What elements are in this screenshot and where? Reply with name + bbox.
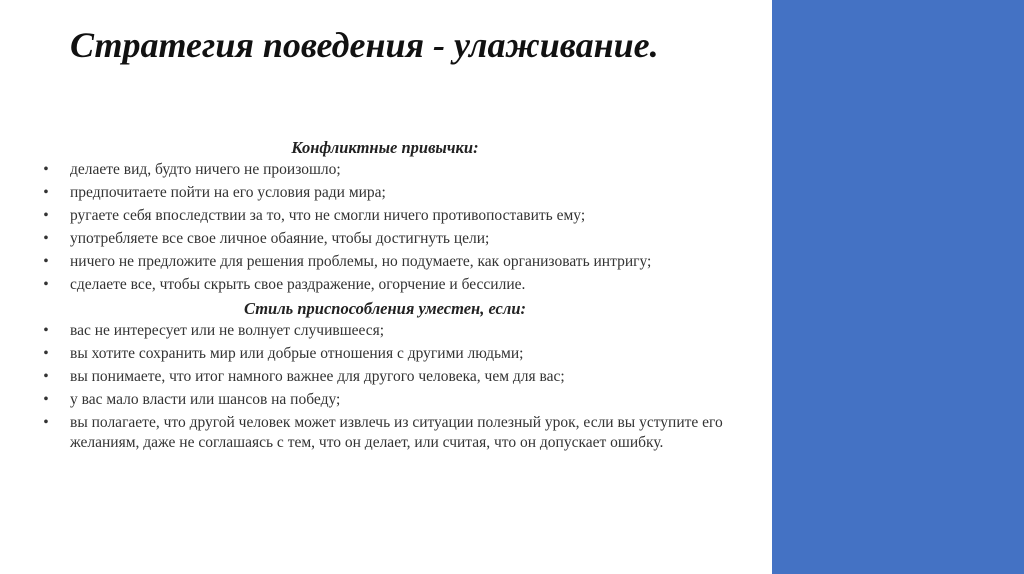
list-item-text: вас не интересует или не волнует случившееся;: [70, 322, 385, 339]
list-item-text: у вас мало власти или шансов на победу;: [70, 391, 341, 408]
list-item-text: сделаете все, чтобы скрыть свое раздражение, огорчение и бессилие.: [70, 276, 526, 293]
bullet-icon: •: [43, 414, 49, 431]
list-item-text: ничего не предложите для решения проблемы, но подумаете, как организовать интригу;: [70, 253, 652, 270]
list-item: [40, 252, 730, 272]
list-item: [40, 183, 730, 203]
list-item-text: предпочитаете пойти на его условия ради мира;: [70, 184, 386, 201]
accommodation-style-list: [40, 321, 730, 453]
bullet-icon: •: [43, 184, 49, 201]
list-item: [40, 206, 730, 226]
section-heading-accommodation-style: Стиль приспособления уместен, если:: [243, 299, 527, 318]
bullet-icon: •: [43, 368, 49, 385]
side-accent-panel: [772, 0, 1024, 574]
list-item-text: употребляете все свое личное обаяние, чтобы достигнуть цели;: [70, 230, 490, 247]
slide-title: Стратегия поведения - улаживание.: [70, 25, 659, 65]
bullet-icon: •: [43, 322, 49, 339]
list-item: [40, 390, 730, 410]
list-item: [40, 413, 730, 453]
slide-content: [40, 137, 730, 456]
list-item-text: вы понимаете, что итог намного важнее для другого человека, чем для вас;: [70, 368, 565, 385]
bullet-icon: •: [43, 345, 49, 362]
bullet-icon: •: [43, 276, 49, 293]
list-item-text: вы хотите сохранить мир или добрые отношения с другими людьми;: [70, 345, 524, 362]
list-item-text: вы полагаете, что другой человек может извлечь из ситуации полезный урок, если вы уступите его желаниям, даже не соглашаясь с тем, что он делает, или считая, что он допускает ошибку.: [70, 414, 723, 451]
list-item: [40, 275, 730, 295]
bullet-icon: •: [43, 207, 49, 224]
list-item: [40, 321, 730, 341]
bullet-icon: •: [43, 161, 49, 178]
list-item: [40, 367, 730, 387]
section-heading-conflict-habits: Конфликтные привычки:: [291, 138, 479, 157]
list-item: [40, 344, 730, 364]
list-item-text: ругаете себя впоследствии за то, что не смогли ничего противопоставить ему;: [70, 207, 586, 224]
list-item-text: делаете вид, будто ничего не произошло;: [70, 161, 341, 178]
list-item: [40, 160, 730, 180]
conflict-habits-list: [40, 160, 730, 295]
bullet-icon: •: [43, 391, 49, 408]
bullet-icon: •: [43, 253, 49, 270]
list-item: [40, 229, 730, 249]
bullet-icon: •: [43, 230, 49, 247]
